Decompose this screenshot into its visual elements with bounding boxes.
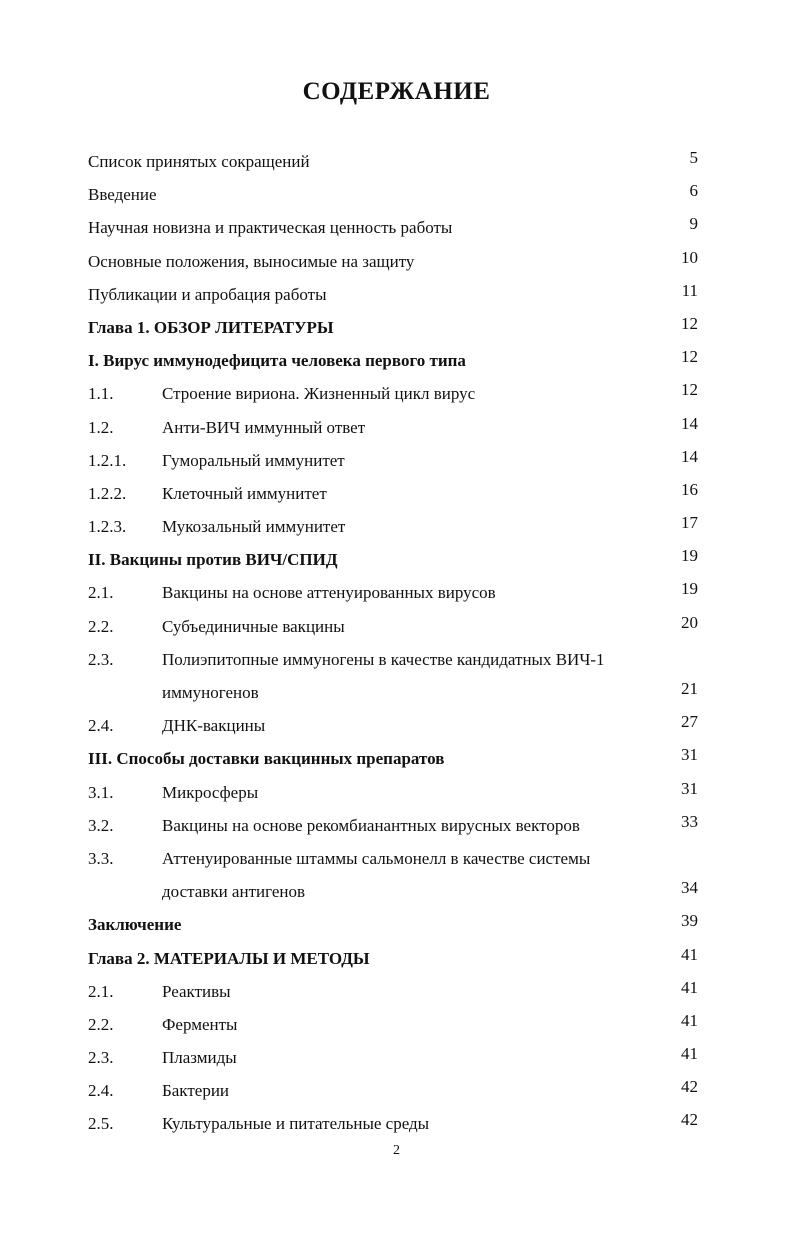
toc-entry-page: 42 xyxy=(681,1110,698,1130)
toc-entry-page: 14 xyxy=(681,413,698,433)
toc-entry-number: 1.2. xyxy=(88,417,114,437)
toc-entry-page: 31 xyxy=(681,778,698,798)
toc-entry-title: Полиэпитопные иммуногены в качестве кандидатных ВИЧ-1 xyxy=(162,649,605,669)
toc-entry-title: Список принятых сокращений xyxy=(88,152,310,171)
toc-entry-page: 31 xyxy=(681,745,698,765)
toc-entry-title: Введение xyxy=(88,185,157,205)
toc-entry xyxy=(88,1107,700,1140)
toc-entry-title: Культуральные и питательные среды xyxy=(162,1114,430,1134)
toc-entry xyxy=(88,908,700,941)
toc-entry-number: 2.3. xyxy=(88,649,114,669)
toc-entry-page: 41 xyxy=(681,977,698,997)
toc-entry-title: Гуморальный иммунитет xyxy=(162,450,345,470)
toc-entry xyxy=(88,278,700,311)
toc-entry-title: Анти-ВИЧ иммунный ответ xyxy=(162,417,366,437)
toc-entry-title: Вакцины на основе аттенуированных вирусов xyxy=(162,583,496,603)
toc-entry-title: Вакцины на основе рекомбианантных вирусных векторов xyxy=(162,815,580,835)
toc-entry xyxy=(88,178,700,211)
toc-entry-title: Субъединичные вакцины xyxy=(162,616,345,636)
toc-entry-page: 14 xyxy=(681,446,698,466)
toc-entry xyxy=(88,377,700,410)
toc-entry-number: 2.4. xyxy=(88,1081,114,1101)
toc-entry-page: 12 xyxy=(681,380,698,400)
toc-entry xyxy=(88,211,700,244)
toc-entry-page: 27 xyxy=(681,712,698,732)
toc-entry-number: 1.1. xyxy=(88,384,114,404)
toc-entry-page: 41 xyxy=(681,944,698,964)
toc-entry-page: 16 xyxy=(681,479,698,499)
toc-entry-number: 2.1. xyxy=(88,583,114,603)
toc-entry-title: Публикации и апробация работы xyxy=(88,284,327,304)
toc-entry-title: III. Способы доставки вакцинных препаратов xyxy=(88,749,445,769)
toc-entry-number: 3.3. xyxy=(88,848,114,868)
toc-entry xyxy=(88,576,700,609)
toc-entry xyxy=(88,344,700,377)
toc-entry xyxy=(88,942,700,975)
toc-entry-page: 33 xyxy=(681,811,698,831)
toc-entry-page: 5 xyxy=(689,148,698,167)
toc-entry xyxy=(88,311,700,344)
toc-entry-title: Реактивы xyxy=(162,981,231,1001)
toc-entry xyxy=(88,975,700,1008)
toc-entry xyxy=(88,809,700,842)
toc-entry-title: I. Вирус иммунодефицита человека первого типа xyxy=(88,351,466,371)
toc-entry-page: 41 xyxy=(681,1044,698,1064)
toc-entry-number: 2.2. xyxy=(88,1014,114,1034)
toc-entry-number: 2.4. xyxy=(88,716,114,736)
toc-entry-page: 21 xyxy=(681,679,698,698)
toc-entry-title: Аттенуированные штаммы сальмонелл в качестве системы xyxy=(162,848,591,868)
toc-entry xyxy=(88,875,700,908)
toc-entry-title: Мукозальный иммунитет xyxy=(162,517,346,537)
toc-entry-page: 34 xyxy=(681,878,698,898)
toc-entry xyxy=(88,776,700,809)
toc-entry-title: Клеточный иммунитет xyxy=(162,483,327,503)
toc-entry-page: 20 xyxy=(681,612,698,632)
toc-entry-title: Научная новизна и практическая ценность работы xyxy=(88,218,453,238)
toc-entry-page: 39 xyxy=(681,911,698,931)
toc-entry xyxy=(88,543,700,576)
toc-entry xyxy=(88,444,700,477)
toc-entry-number: 1.2.3. xyxy=(88,517,127,537)
toc-entry xyxy=(88,1074,700,1107)
toc-entry xyxy=(88,411,700,444)
toc-entry-title: Ферменты xyxy=(162,1014,238,1034)
toc-entry-title: Плазмиды xyxy=(162,1048,237,1068)
toc-entry-page: 12 xyxy=(681,313,698,333)
toc-entry xyxy=(88,842,700,875)
toc-entry xyxy=(88,510,700,543)
toc-entry-page: 42 xyxy=(681,1077,698,1097)
toc-entry-title: Заключение xyxy=(88,915,182,935)
toc-entry-title: Основные положения, выносимые на защиту xyxy=(88,251,415,271)
toc-entry-page: 19 xyxy=(681,546,698,566)
toc-entry-page: 12 xyxy=(681,347,698,367)
toc-entry-title: Микросферы xyxy=(162,782,259,802)
toc-entry xyxy=(88,709,700,742)
toc-entry-title: Строение вириона. Жизненный цикл вирус xyxy=(162,384,476,404)
toc-entry xyxy=(88,145,700,178)
toc-entry-number: 2.1. xyxy=(88,981,114,1001)
toc-entry-title: Глава 1. ОБЗОР ЛИТЕРАТУРЫ xyxy=(88,317,334,337)
toc-entry-title: иммуногенов xyxy=(162,683,259,702)
toc-entry-number: 3.1. xyxy=(88,782,114,802)
toc-entry-number: 2.5. xyxy=(88,1114,114,1134)
toc-entry xyxy=(88,1041,700,1074)
toc-entry-number: 2.3. xyxy=(88,1048,114,1068)
toc-entry-page: 41 xyxy=(681,1010,698,1030)
toc-entry-title: доставки антигенов xyxy=(162,882,306,902)
page-number: 2 xyxy=(393,1143,400,1158)
toc-entry-title: II. Вакцины против ВИЧ/СПИД xyxy=(88,550,338,570)
toc-entry xyxy=(88,477,700,510)
toc-entry-number: 1.2.1. xyxy=(88,450,127,470)
toc-entry-number: 1.2.2. xyxy=(88,483,127,503)
toc-entry-page: 19 xyxy=(681,579,698,599)
toc-entry-page: 6 xyxy=(689,181,698,201)
toc-entry-page: 17 xyxy=(681,513,698,533)
toc-entry xyxy=(88,245,700,278)
toc-entry-number: 2.2. xyxy=(88,616,114,636)
toc-entry xyxy=(88,742,700,775)
toc-entry xyxy=(88,1008,700,1041)
toc-entry-number: 3.2. xyxy=(88,815,114,835)
toc-entry-title: Глава 2. МАТЕРИАЛЫ И МЕТОДЫ xyxy=(88,948,370,968)
page-title: СОДЕРЖАНИЕ xyxy=(302,78,491,105)
toc-entry xyxy=(88,676,700,709)
toc-entry-title: ДНК-вакцины xyxy=(162,716,266,736)
toc-entry-page: 10 xyxy=(681,247,698,267)
toc-entry-title: Бактерии xyxy=(162,1081,230,1101)
toc-entry-page: 9 xyxy=(689,214,698,234)
toc-entry-page: 11 xyxy=(681,280,698,300)
toc-entry xyxy=(88,643,700,676)
toc-entry xyxy=(88,610,700,643)
table-of-contents xyxy=(88,145,700,1141)
